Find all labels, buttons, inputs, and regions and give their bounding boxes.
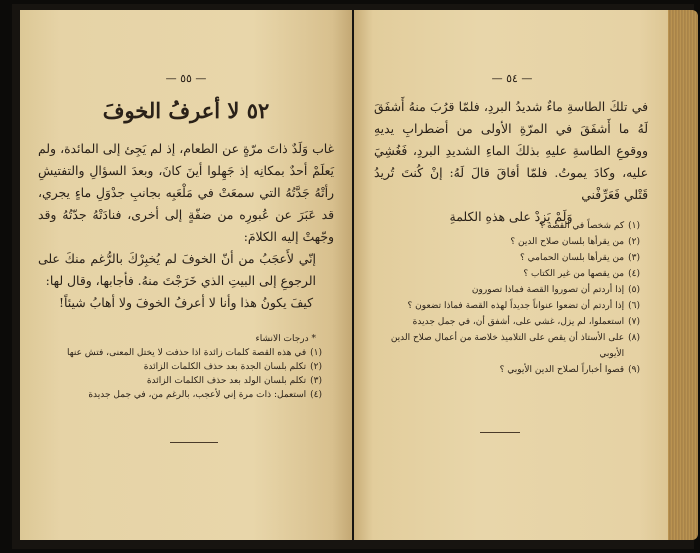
note-item bbox=[36, 360, 322, 374]
page-number: — ٥٥ — bbox=[165, 72, 207, 85]
question-number: (١) bbox=[628, 221, 640, 231]
notes-title: * درجات الانشاء bbox=[255, 334, 316, 344]
note-number: (٢) bbox=[310, 362, 322, 372]
story-body bbox=[38, 138, 334, 314]
question-item bbox=[370, 330, 640, 362]
page-number: — ٥٤ — bbox=[491, 72, 533, 85]
story-paragraph: غاب وَلَدٌ ذاتَ مرّةٍ عن الطعام، إذ لم يَجِئ إلى المائدة، ولم يَعلَمْ أحدٌ بمكانِه إذ جَهِلوا أينَ كانَ، وبعدَ السؤالِ والتفتيشِ رأتْهُ جَدَّتُهُ التي سمعَتْ في مَلْعَبِه بجانبِ جدْوَلِ ماءٍ يجري، قد عَبَرَ عن عُبورِه من ضفّةٍ إلى أخرى، فنادَتْهُ جدّتُهُ وقد وجّهتْ إليه الكلامَ: bbox=[38, 141, 334, 244]
story-quote: وَلَمْ يَزِدْ على هذهِ الكلمةِ bbox=[449, 209, 573, 224]
question-text: على الأستاذ أن يقص على التلاميذ خلاصة من أعمال صلاح الدين الأيوبي bbox=[390, 333, 625, 359]
note-item bbox=[36, 346, 322, 360]
question-text: من يقرأها بلسان الحمامي ؟ bbox=[520, 253, 625, 263]
story-paragraph: إنّي لأَعجَبُ من أنّ الخوفَ لم يُخبِرْكَ بالرُّغم منكَ على الرجوعِ إلى البيتِ الذي خَرَجْتَ منهُ. فأجابها، وقال لها: bbox=[38, 251, 316, 288]
question-text: قصوا أخباراً لصلاح الدين الأيوبي ؟ bbox=[499, 365, 625, 375]
note-number: (٤) bbox=[310, 390, 322, 400]
note-text: في هذه القصة كلمات زائدة اذا حذفت لا يختل المعنى، فتش عنها bbox=[66, 348, 307, 358]
question-item bbox=[370, 266, 640, 282]
exercise-notes bbox=[36, 332, 322, 402]
story-body bbox=[374, 96, 648, 228]
question-number: (٧) bbox=[628, 317, 640, 327]
question-item bbox=[370, 298, 640, 314]
question-number: (٦) bbox=[628, 301, 640, 311]
question-number: (٨) bbox=[628, 333, 640, 343]
question-text: استعملوا، لم يزل، غشي على، أشفق أن، في جمل جديدة bbox=[412, 317, 625, 327]
end-rule bbox=[480, 432, 520, 433]
note-item bbox=[36, 374, 322, 388]
question-item bbox=[370, 314, 640, 330]
question-number: (٣) bbox=[628, 253, 640, 263]
question-item bbox=[370, 250, 640, 266]
question-list bbox=[370, 218, 640, 378]
note-number: (١) bbox=[310, 348, 322, 358]
question-text: كم شخصاً في القصة ؟ bbox=[539, 221, 625, 231]
note-text: استعمل: ذات مرة إني لأعجب، بالرغم من، في جمل جديدة bbox=[88, 390, 307, 400]
question-item bbox=[370, 282, 640, 298]
right-page bbox=[354, 10, 670, 540]
question-number: (٩) bbox=[628, 365, 640, 375]
note-item bbox=[36, 388, 322, 402]
question-number: (٢) bbox=[628, 237, 640, 247]
page-edges bbox=[668, 10, 698, 540]
open-book bbox=[12, 4, 694, 549]
question-item bbox=[370, 362, 640, 378]
question-text: إذا أردتم أن تضعوا عنواناً جديداً لهذه القصة فماذا تضعون ؟ bbox=[407, 301, 625, 311]
question-item bbox=[370, 218, 640, 234]
lesson-title: ٥٢ لا أعرفُ الخوفَ bbox=[102, 98, 270, 123]
story-paragraph: في تلكَ الطاسةِ ماءٌ شديدُ البردِ، فلمّا قرُبَ منهُ أَشفَقَ لَهُ ما أَشفَقَ في المرّةِ الأولى من أضطرابِ يديهِ ووقوعِ الطاسةِ عليهِ بذلكَ الماءِ الشديدِ البردِ، فَغُشِيَ عليه، وكادَ يموتُ. فلمّا أفاقَ قالَ لَهُ: إنْ كُنتَ تُريدُ قَتْلي فَعَرِّفْني bbox=[374, 99, 648, 202]
question-text: إذا أردتم أن تصوروا القصة فماذا تصورون bbox=[471, 285, 625, 295]
note-text: تكلم بلسان الجدة بعد حذف الكلمات الزائدة bbox=[143, 362, 307, 372]
question-text: من يقرأها بلسان صلاح الدين ؟ bbox=[510, 237, 625, 247]
end-rule bbox=[170, 442, 218, 443]
note-text: تكلم بلسان الولد بعد حذف الكلمات الزائدة bbox=[146, 376, 307, 386]
question-item bbox=[370, 234, 640, 250]
question-number: (٥) bbox=[628, 285, 640, 295]
question-number: (٤) bbox=[628, 269, 640, 279]
left-page bbox=[20, 10, 352, 540]
note-number: (٣) bbox=[310, 376, 322, 386]
question-text: من يقصها من غير الكتاب ؟ bbox=[523, 269, 625, 279]
story-quote: كيفَ يكونُ هذا وأنا لا أعرفُ الخوفَ ولا أهابُ شيئاً! bbox=[59, 295, 313, 310]
